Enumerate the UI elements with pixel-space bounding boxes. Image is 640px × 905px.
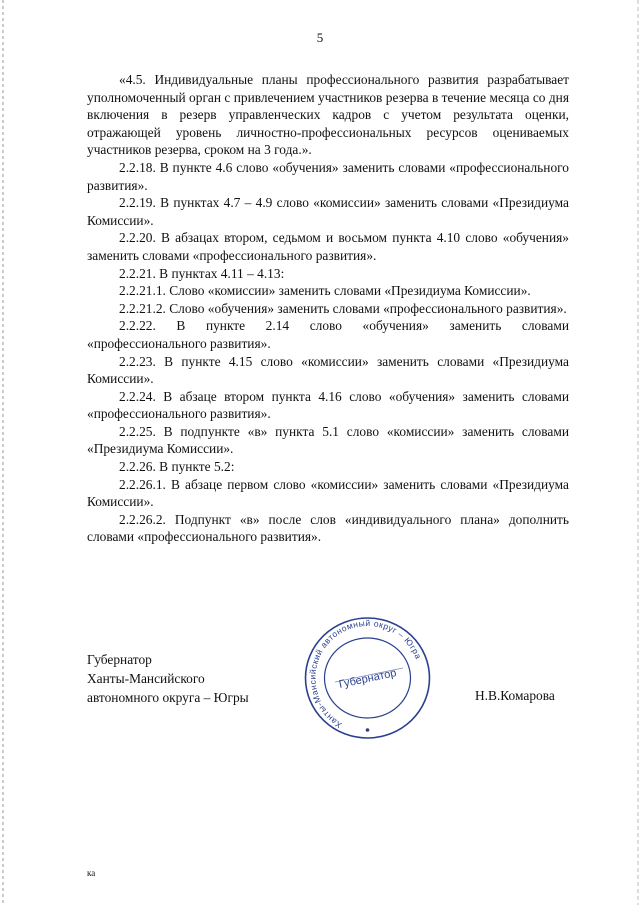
seal-star-icon <box>366 728 370 732</box>
footer-code: ка <box>87 868 96 878</box>
seal-center-text: Губернатор <box>337 667 398 691</box>
paragraph-2-2-25: 2.2.25. В подпункте «в» пункта 5.1 слово «комиссии» заменить словами «Президиума Комиссии». <box>87 423 569 457</box>
paragraph-2-2-21-1: 2.2.21.1. Слово «комиссии» заменить словами «Президиума Комиссии». <box>119 283 531 299</box>
signatory-title-line-2: Ханты-Мансийского <box>87 671 205 686</box>
signatory-name: Н.В.Комарова <box>475 688 555 703</box>
paragraph-2-2-23: 2.2.23. В пункте 4.15 слово «комиссии» заменить словами «Президиума Комиссии». <box>87 353 569 387</box>
seal-ring-text: Ханты-Мансийский автономный округ – Югра <box>307 617 424 731</box>
paragraph-2-2-18: 2.2.18. В пункте 4.6 слово «обучения» заменить словами «профессионального развития». <box>87 159 569 193</box>
paragraph-2-2-26: 2.2.26. В пункте 5.2: <box>119 459 235 475</box>
signatory-title <box>87 650 249 707</box>
paragraph-2-2-26-2: 2.2.26.2. Подпункт «в» после слов «индивидуального плана» дополнить словами «профессионального развития». <box>87 511 569 545</box>
signatory-title-line-1: Губернатор <box>87 652 152 667</box>
paragraph-4-5: «4.5. Индивидуальные планы профессионального развития разрабатывает уполномоченный орган с привлечением участников резерва в течение месяца со дня включения в резерв управленческих кадров с учетом результата оценки, отражающей уровень личностно-профессиональных ресурсов оцениваемых участников резерва, сроком на 3 года.». <box>87 72 569 158</box>
paragraph-2-2-21: 2.2.21. В пунктах 4.11 – 4.13: <box>119 265 285 281</box>
paragraph-2-2-22: 2.2.22. В пункте 2.14 слово «обучения» заменить словами «профессионального развития». <box>87 318 569 351</box>
page-number: 5 <box>316 30 324 45</box>
signatory-title-line-3: автономного округа – Югры <box>87 690 249 705</box>
paragraph-2-2-20: 2.2.20. В абзацах втором, седьмом и восьмом пункта 4.10 слово «обучения» заменить словами «профессионального развития». <box>87 230 569 263</box>
document-body <box>87 71 569 546</box>
paragraph-2-2-26-1: 2.2.26.1. В абзаце первом слово «комиссии» заменить словами «Президиума Комиссии». <box>87 476 569 510</box>
paragraph-2-2-21-2: 2.2.21.2. Слово «обучения» заменить словами «профессионального развития». <box>119 300 567 316</box>
official-seal-stamp <box>295 612 440 742</box>
scan-edge-left <box>2 0 4 905</box>
scan-edge-right <box>637 0 639 905</box>
paragraph-2-2-19: 2.2.19. В пунктах 4.7 – 4.9 слово «комиссии» заменить словами «Президиума Комиссии». <box>87 195 569 228</box>
paragraph-2-2-24: 2.2.24. В абзаце втором пункта 4.16 слово «обучения» заменить словами «профессионального развития». <box>87 388 569 422</box>
